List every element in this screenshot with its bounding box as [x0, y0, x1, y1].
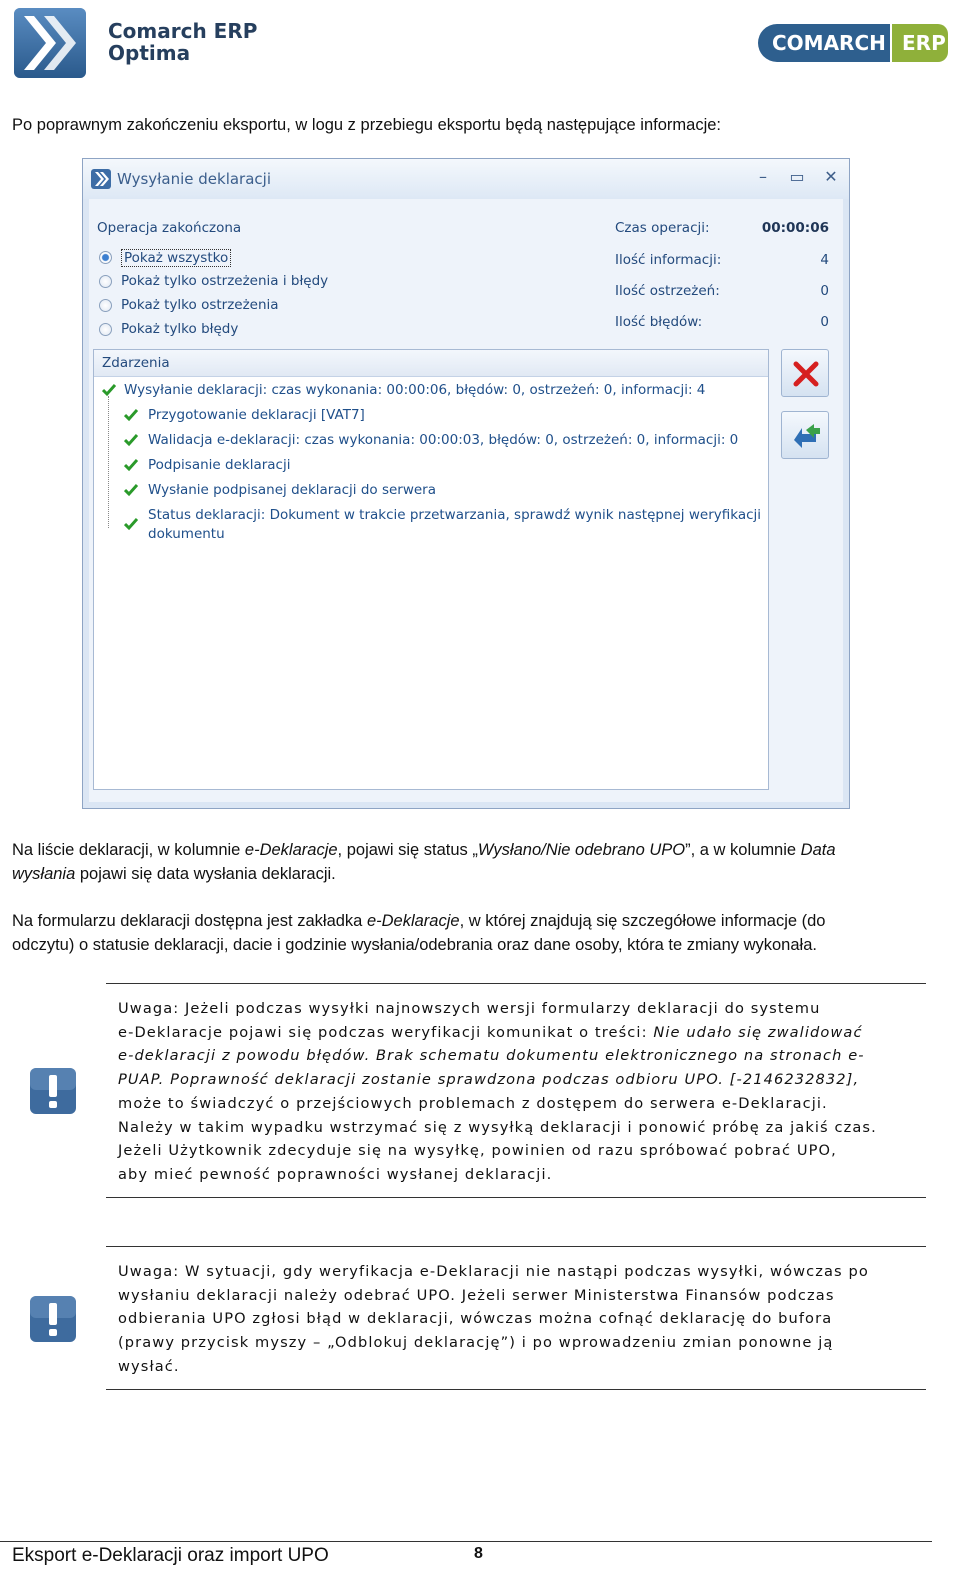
- warning-icon: [28, 1066, 78, 1116]
- event-item[interactable]: Podpisanie deklaracji: [148, 457, 291, 473]
- note1-line4: PUAP. Poprawność deklaracji zostanie sprawdzona podczas odbioru UPO. [-2146232832],: [118, 1071, 860, 1089]
- comarch-erp-badge: [758, 24, 948, 62]
- events-header: [94, 350, 768, 377]
- note2-line3: odbierania UPO zgłosi błąd w deklaracji, wówczas można cofnąć deklarację do bufora: [118, 1310, 833, 1328]
- window-title: Wysyłanie deklaracji: [117, 170, 271, 188]
- filter-label: Pokaż tylko ostrzeżenia i błędy: [121, 273, 329, 289]
- cancel-button[interactable]: [781, 349, 829, 397]
- status-paragraph: [12, 838, 924, 886]
- title-bar: [83, 159, 849, 199]
- event-item[interactable]: Walidacja e-deklaracji: czas wykonania: 00:00:03, błędów: 0, ostrzeżeń: 0, informacji: 0: [148, 432, 739, 448]
- event-item[interactable]: Status deklaracji: Dokument w trakcie przetwarzania, sprawdź wynik następnej weryfikacji: [148, 507, 762, 523]
- note1-line2b: Nie udało się zwalidować: [653, 1023, 863, 1041]
- divider: [106, 1246, 926, 1247]
- event-item[interactable]: Przygotowanie deklaracji [VAT7]: [148, 407, 365, 423]
- check-icon: [124, 483, 138, 497]
- p2-ital1: e-Deklaracje: [244, 841, 338, 859]
- product-name-line1: Comarch ERP: [108, 19, 258, 43]
- p2-ital4: wysłania: [12, 865, 76, 883]
- close-window-button[interactable]: ✕: [824, 167, 838, 186]
- check-icon: [102, 383, 116, 397]
- events-header-label: Zdarzenia: [102, 355, 170, 371]
- event-item-continuation: dokumentu: [148, 526, 225, 542]
- product-name: [108, 20, 257, 64]
- note-2: [118, 1260, 915, 1379]
- filter-label: Pokaż wszystko: [121, 249, 231, 267]
- export-icon: [790, 420, 822, 452]
- check-icon: [124, 517, 138, 531]
- export-button[interactable]: [781, 411, 829, 459]
- note1-line8: aby mieć pewność poprawności wysłanej deklaracji.: [118, 1165, 553, 1183]
- check-icon: [124, 458, 138, 472]
- stat-errors-label: Ilość błędów:: [615, 314, 703, 330]
- p2-ital3: Data: [800, 841, 836, 859]
- stat-errors-value: 0: [820, 314, 829, 330]
- event-root[interactable]: Wysyłanie deklaracji: czas wykonania: 00:00:06, błędów: 0, ostrzeżeń: 0, informacji: 4: [124, 382, 706, 398]
- operation-status: Operacja zakończona: [97, 220, 242, 236]
- filter-label: Pokaż tylko ostrzeżenia: [121, 297, 279, 313]
- p2-text1: Na liście deklaracji, w kolumnie: [12, 841, 245, 859]
- p3-ital1: e-Deklaracje: [366, 912, 460, 930]
- p2-text4: pojawi się data wysłania deklaracji.: [75, 865, 336, 883]
- note2-line2: wysłaniu deklaracji należy odebrać UPO. Jeżeli serwer Ministerstwa Finansów podczas: [118, 1286, 835, 1304]
- divider: [106, 1389, 926, 1390]
- page-number: 8: [474, 1545, 483, 1562]
- warning-icon: [28, 1294, 78, 1344]
- comarch-optima-logo-icon: [14, 8, 86, 78]
- stat-time-label: Czas operacji:: [615, 220, 710, 236]
- footer-divider: [0, 1541, 932, 1542]
- send-declaration-icon: [91, 169, 111, 189]
- red-x-icon: [792, 360, 820, 388]
- brand-left-text: COMARCH: [772, 31, 886, 55]
- stat-warnings-label: Ilość ostrzeżeń:: [615, 283, 720, 299]
- note1-line7: Jeżeli Użytkownik zdecyduje się na wysyłkę, powinien od razu spróbować pobrać UPO,: [118, 1142, 837, 1160]
- note1-line5: może to świadczyć o przejściowych problemach z dostępem do serwera e-Deklaracji.: [118, 1094, 828, 1112]
- note1-line1: Uwaga: Jeżeli podczas wysyłki najnowszych wersji formularzy deklaracji do systemu: [118, 1000, 821, 1017]
- divider: [106, 1197, 926, 1198]
- p2-ital2: Wysłano/Nie odebrano UPO: [477, 841, 686, 859]
- dialog-window: [82, 158, 850, 809]
- note1-line2a: e-Deklaracje pojawi się podczas weryfikacji komunikat o treści:: [118, 1023, 654, 1041]
- stat-time-value: 00:00:06: [761, 220, 829, 236]
- stat-warnings-value: 0: [820, 283, 829, 299]
- note2-line1: Uwaga: W sytuacji, gdy weryfikacja e-Deklaracji nie nastąpi podczas wysyłki, wówczas po: [118, 1263, 869, 1280]
- note2-line5: wysłać.: [118, 1357, 180, 1375]
- footer-title: Eksport e-Deklaracji oraz import UPO: [12, 1545, 329, 1566]
- intro-paragraph: Po poprawnym zakończeniu eksportu, w logu z przebiegu eksportu będą następujące informacje:: [12, 116, 721, 134]
- form-tab-paragraph: [12, 909, 924, 957]
- note1-line3: e-deklaracji z powodu błędów. Brak schematu dokumentu elektronicznego na stronach e-: [118, 1047, 865, 1065]
- divider: [106, 983, 926, 984]
- stat-info-value: 4: [820, 252, 829, 268]
- p3-text3: odczytu) o statusie deklaracji, dacie i godzinie wysłania/odebrania oraz dane osoby, która te zmiany wykonała.: [12, 936, 817, 954]
- note-1: [118, 997, 915, 1187]
- stat-info-label: Ilość informacji:: [615, 252, 722, 268]
- p3-text1: Na formularzu deklaracji dostępna jest zakładka: [12, 912, 367, 930]
- p2-text2: , pojawi się status „: [337, 841, 478, 859]
- check-icon: [124, 433, 138, 447]
- check-icon: [124, 408, 138, 422]
- filter-label: Pokaż tylko błędy: [121, 321, 239, 337]
- radio-icon[interactable]: [99, 299, 112, 312]
- event-item[interactable]: Wysłanie podpisanej deklaracji do serwera: [148, 482, 437, 498]
- radio-icon[interactable]: [99, 251, 112, 264]
- minimize-button[interactable]: –: [759, 167, 767, 186]
- brand-right-text: ERP: [902, 31, 946, 55]
- note1-line6: Należy w takim wypadku wstrzymać się z wysyłką deklaracji i ponowić próbę za jakiś czas.: [118, 1118, 877, 1136]
- window-body: [89, 199, 843, 802]
- tree-guide-line: [108, 396, 110, 528]
- note2-line4: (prawy przycisk myszy – „Odblokuj deklarację”) i po wprowadzeniu zmian ponowne ją: [118, 1334, 834, 1352]
- radio-icon[interactable]: [99, 275, 112, 288]
- p2-text3: ”, a w kolumnie: [685, 841, 801, 859]
- product-name-line2: Optima: [108, 41, 191, 65]
- events-panel: [93, 349, 769, 790]
- maximize-button[interactable]: ▭: [789, 167, 805, 186]
- p3-text2: , w której znajdują się szczegółowe informacje (do: [459, 912, 826, 930]
- radio-icon[interactable]: [99, 323, 112, 336]
